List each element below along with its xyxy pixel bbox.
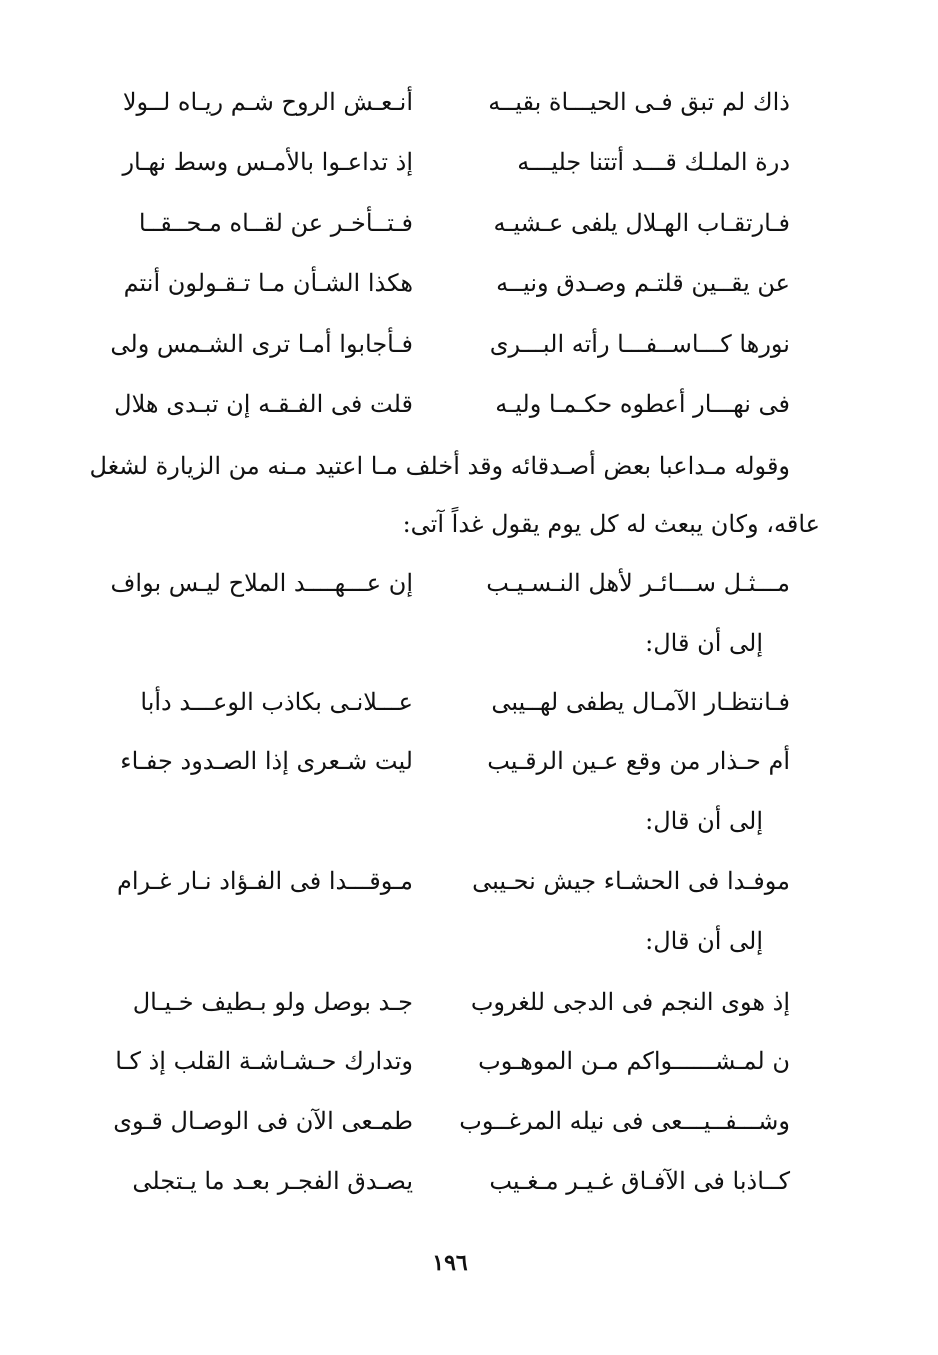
verse-7-first-hemistich: إن عـــهــــد الملاح ليـس بواف bbox=[110, 569, 413, 597]
verse-7-second-hemistich: مـــثـل ســـائـر لأهل النـسـيـب bbox=[486, 569, 790, 597]
verse-4-second-hemistich: عن يقــين قلتـم وصـدق ونيــه bbox=[496, 269, 790, 297]
verse-8-first-hemistich: عـــلانـى بكاذب الوعـــد دأبا bbox=[140, 688, 413, 716]
verse-9-first-hemistich: ليت شـعرى إذا الصـدود جفـاء bbox=[120, 747, 413, 775]
verse-5-second-hemistich: نورها كـــاســفـــا رأته البـــرى bbox=[489, 330, 790, 358]
verse-14-first-hemistich: يصـدق الفجـر بعـد ما يـتجلى bbox=[132, 1167, 413, 1195]
verse-3-first-hemistich: فـتــأخـر عن لقــاه مـحــقــا bbox=[138, 209, 413, 237]
verse-14-second-hemistich: كــاذبا فى الآفـاق غـيـر مـغـيب bbox=[489, 1167, 790, 1195]
verse-8-second-hemistich: فـانتظـار الآمـال يطفى لهــيبى bbox=[491, 688, 790, 716]
page-number: ١٩٦ bbox=[432, 1250, 468, 1276]
verse-10-second-hemistich: موفـدا فى الحشـاء جيش نحـيبى bbox=[472, 867, 790, 895]
verse-6-first-hemistich: قلت فى الفـقـه إن تبـدى هلال bbox=[114, 390, 413, 418]
transition-label-1: إلى أن قال: bbox=[645, 629, 763, 657]
verse-13-first-hemistich: طمـعى الآن فى الوصـال قـوى bbox=[113, 1107, 413, 1135]
transition-label-2: إلى أن قال: bbox=[645, 807, 763, 835]
prose-line-2: عاقه، وكان يبعث له كل يوم يقول غداً آتى: bbox=[402, 510, 820, 538]
verse-9-second-hemistich: أم حـذار من وقع عـين الرقـيب bbox=[487, 747, 790, 775]
verse-10-first-hemistich: مـوقـــدا فى الفـؤاد نـار غـرام bbox=[117, 867, 413, 895]
verse-11-first-hemistich: جـد بوصل ولو بـطيف خـيـال bbox=[132, 988, 413, 1016]
verse-12-second-hemistich: ن لمـشــــــواكم مـن الموهـوب bbox=[478, 1047, 790, 1075]
verse-12-first-hemistich: وتدارك حـشـاشـة القلب إذ كـا bbox=[115, 1047, 413, 1075]
verse-2-second-hemistich: درة الملـك قـــد أتتنا جليـــه bbox=[517, 148, 790, 176]
prose-line-1: وقوله مـداعبا بعض أصـدقائه وقد أخلف مـا اعتيد مـنه من الزيارة لشغل bbox=[89, 452, 790, 480]
transition-label-3: إلى أن قال: bbox=[645, 927, 763, 955]
verse-5-first-hemistich: فـأجابوا أمـا ترى الشـمس ولى bbox=[110, 330, 413, 358]
verse-3-second-hemistich: فـارتقـاب الهـلال يلفى عـشيـه bbox=[493, 209, 790, 237]
verse-2-first-hemistich: إذ تداعـوا بالأمـس وسط نهـار bbox=[122, 148, 413, 176]
verse-1-first-hemistich: أنـعـش الروح شـم ريـاه لــولا bbox=[122, 88, 413, 116]
verse-13-second-hemistich: وشـــفــيـــعى فى نيله المرغــوب bbox=[459, 1107, 790, 1135]
verse-4-first-hemistich: هكذا الشـأن مـا تـقـولون أنتم bbox=[123, 269, 413, 297]
verse-1-second-hemistich: ذاك لم تبق فـى الحيـــاة بقيــه bbox=[488, 88, 790, 116]
verse-6-second-hemistich: فى نهـــار أعطوه حكـمـا وليـه bbox=[495, 390, 790, 418]
verse-11-second-hemistich: إذ هوى النجم فى الدجى للغروب bbox=[470, 988, 790, 1016]
